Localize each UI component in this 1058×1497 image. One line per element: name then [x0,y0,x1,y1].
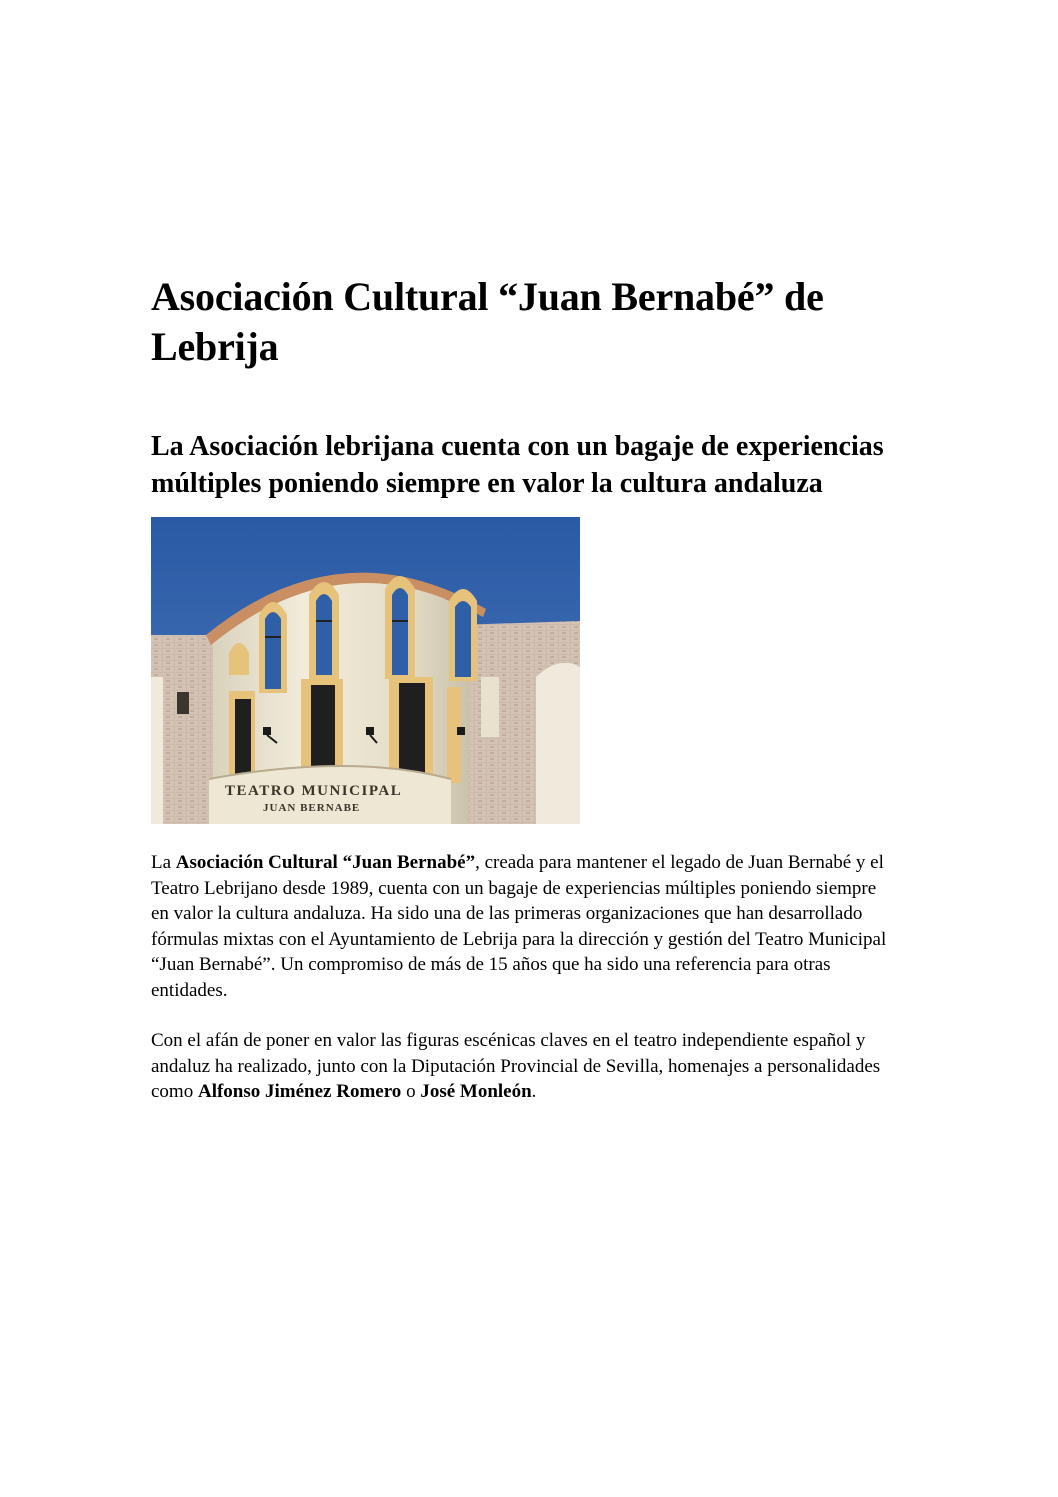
paragraph-1-lead: La [151,852,176,873]
paragraph-2-connector: o [401,1081,421,1102]
paragraph-2 [151,1028,891,1105]
honoree-name-1: Alfonso Jiménez Romero [197,1081,402,1102]
page-title: Asociación Cultural “Juan Bernabé” de Lebrija [151,274,824,369]
paragraph-2-end: . [531,1081,537,1102]
honoree-name-2: José Monleón [420,1081,532,1102]
paragraph-2-body: Con el afán de poner en valor las figuras escénicas claves en el teatro independiente español y andaluz ha realizado, junto con la Diputación Provincial de Sevilla, homenajes a personalidades como [151,1030,881,1102]
article [151,272,891,1105]
association-name: Asociación Cultural “Juan Bernabé” [175,852,476,873]
paragraph-1-body: , creada para mantener el legado de Juan Bernabé y el Teatro Lebrijano desde 1989, cuenta con un bagaje de experiencias múltiples poniendo siempre en valor la cultura andaluza. Ha sido una de las primeras organizaciones que han desarrollado fórmulas mixtas con el Ayuntamiento de Lebrija para la dirección y gestión del Teatro Municipal “Juan Bernabé”. Un compromiso de más de 15 años que ha sido una referencia para otras entidades. [151,852,887,1001]
sign-line-2: JUAN BERNABE [263,802,361,814]
paragraph-1 [151,850,891,1003]
theatre-photo [151,517,580,824]
sign-line-1: TEATRO MUNICIPAL [225,783,403,799]
page-subtitle: La Asociación lebrijana cuenta con un bagaje de experiencias múltiples poniendo siempre en valor la cultura andaluza [151,431,884,499]
